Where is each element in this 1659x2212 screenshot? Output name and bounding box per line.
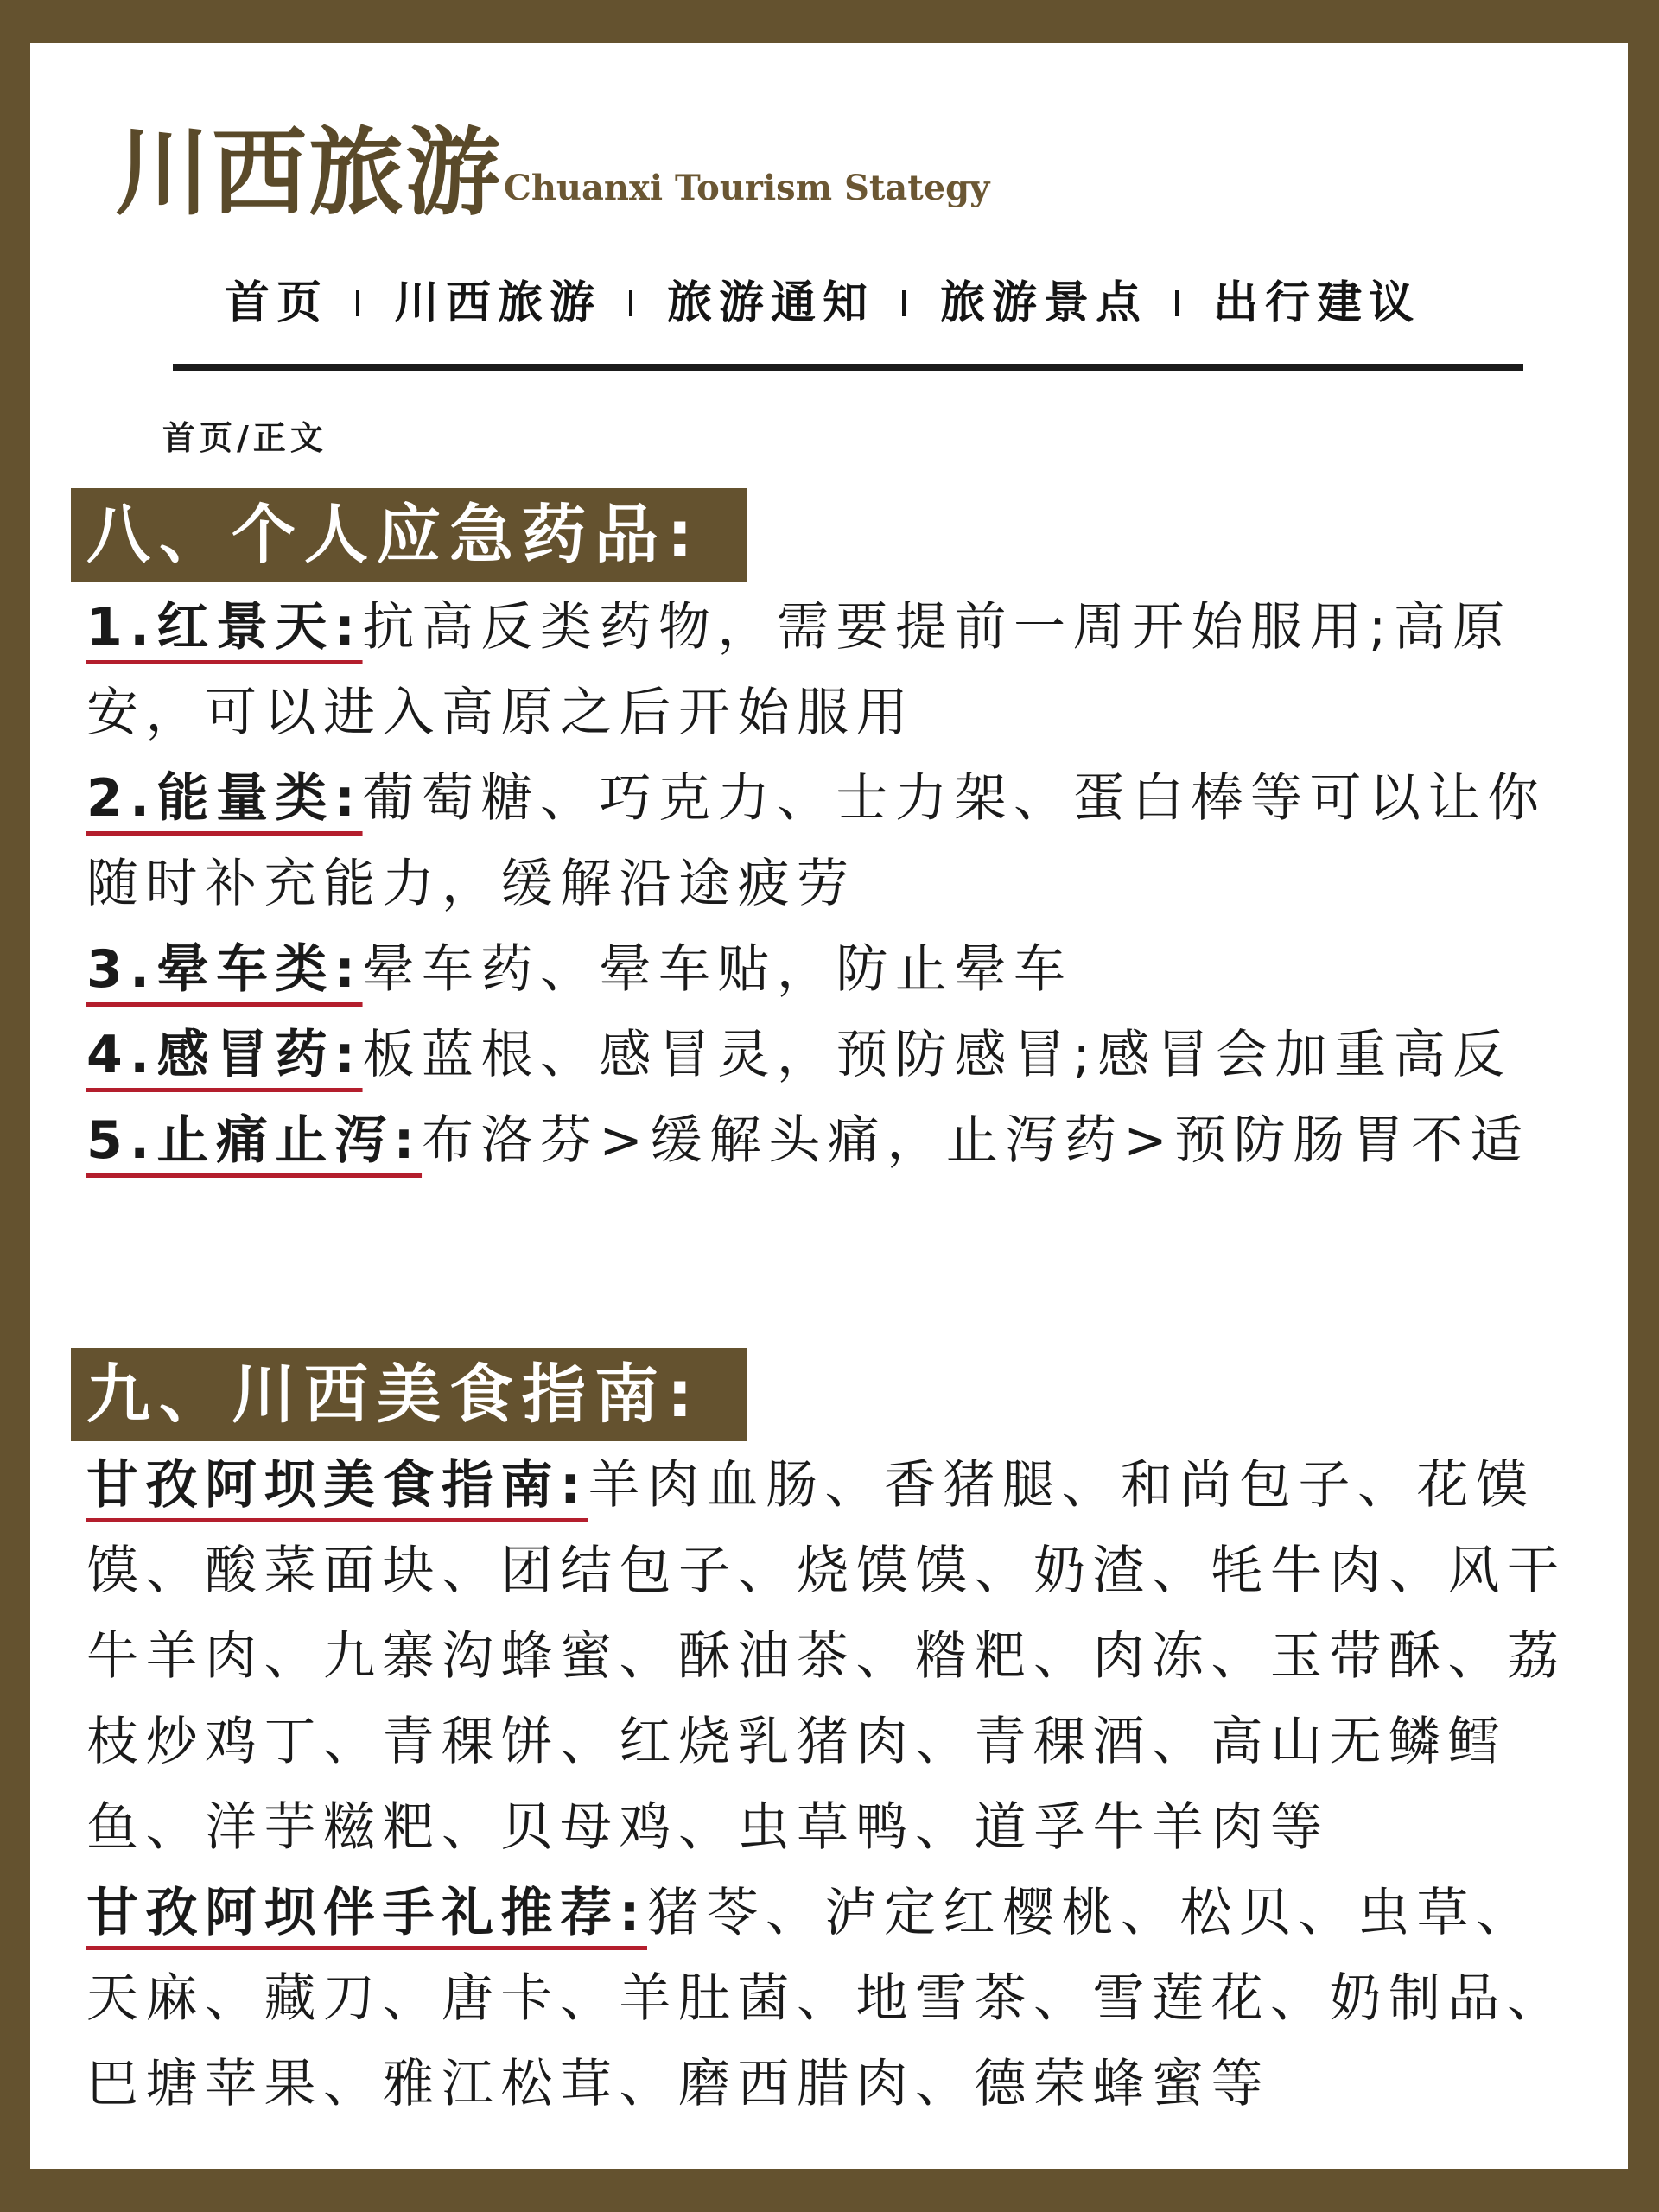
section-heading-food: 九、川西美食指南: [71, 1348, 747, 1441]
item-label: 4.感冒药: [86, 1025, 363, 1085]
section-body-medicine [86, 585, 1590, 1184]
item-text: 抗高反类药物，需要提前一周开始服用;高原安，可以进入高原之后开始服用 [86, 597, 1512, 743]
item-text: 猪苓、泸定红樱桃、松贝、虫草、天麻、藏刀、唐卡、羊肚菌、地雪茶、雪莲花、奶制品、巴塘苹果、雅江松茸、磨西腊肉、德荣蜂蜜等 [86, 1883, 1567, 2114]
nav-divider [173, 364, 1523, 371]
nav-separator [902, 290, 906, 316]
nav-separator [356, 290, 359, 316]
item-text: 羊肉血肠、香猪腿、和尚包子、花馍馍、酸菜面块、团结包子、烧馍馍、奶渣、牦牛肉、风干牛羊肉、九寨沟蜂蜜、酥油茶、糌粑、肉冻、玉带酥、荔枝炒鸡丁、青稞饼、红烧乳猪肉、青稞酒、高山无鳞鳕鱼、洋芋糍粑、贝母鸡、虫草鸭、道孚牛羊肉等 [86, 1455, 1567, 1858]
site-title: 川西旅游 [115, 118, 502, 228]
nav-item-chuanxi-tourism[interactable]: 川西旅游 [394, 277, 602, 329]
item-label: 甘孜阿坝伴手礼推荐: [86, 1883, 647, 1943]
site-subtitle: Chuanxi Tourism Stategy [504, 168, 990, 208]
list-item [86, 1443, 1590, 1871]
section-heading-medicine: 八、个人应急药品: [71, 488, 747, 582]
list-item [86, 1098, 1590, 1184]
nav-item-travel-tips[interactable]: 出行建议 [1213, 277, 1421, 329]
section-body-food [86, 1443, 1590, 2127]
nav-item-home[interactable]: 首页 [225, 277, 329, 329]
nav-item-attractions[interactable]: 旅游景点 [940, 277, 1148, 329]
list-item [86, 585, 1590, 756]
item-label: 1.红景天: [86, 597, 363, 658]
list-item [86, 1871, 1590, 2127]
top-nav [225, 277, 1421, 329]
list-item [86, 1013, 1590, 1098]
nav-separator [1175, 290, 1179, 316]
item-label: 2.能量类: [86, 768, 363, 829]
nav-item-travel-notices[interactable]: 旅游通知 [667, 277, 875, 329]
item-label: 5.止痛止泻: [86, 1110, 423, 1171]
list-item [86, 927, 1590, 1013]
item-text: 布洛芬>缓解头痛，止泻药>预防肠胃不适 [422, 1110, 1530, 1171]
breadcrumb[interactable]: 首页/正文 [162, 419, 327, 457]
item-text: 板蓝根、感冒灵，预防感冒;感冒会加重高反 [362, 1025, 1512, 1085]
item-text: 葡萄糖、巧克力、士力架、蛋白棒等可以让你随时补充能力，缓解沿途疲劳 [86, 768, 1547, 914]
list-item [86, 756, 1590, 927]
item-label: 甘孜阿坝美食指南: [86, 1455, 588, 1516]
nav-separator [629, 290, 632, 316]
item-text: 晕车药、晕车贴，防止晕车 [362, 939, 1073, 1000]
item-label: 3.晕车类: [86, 939, 363, 1000]
